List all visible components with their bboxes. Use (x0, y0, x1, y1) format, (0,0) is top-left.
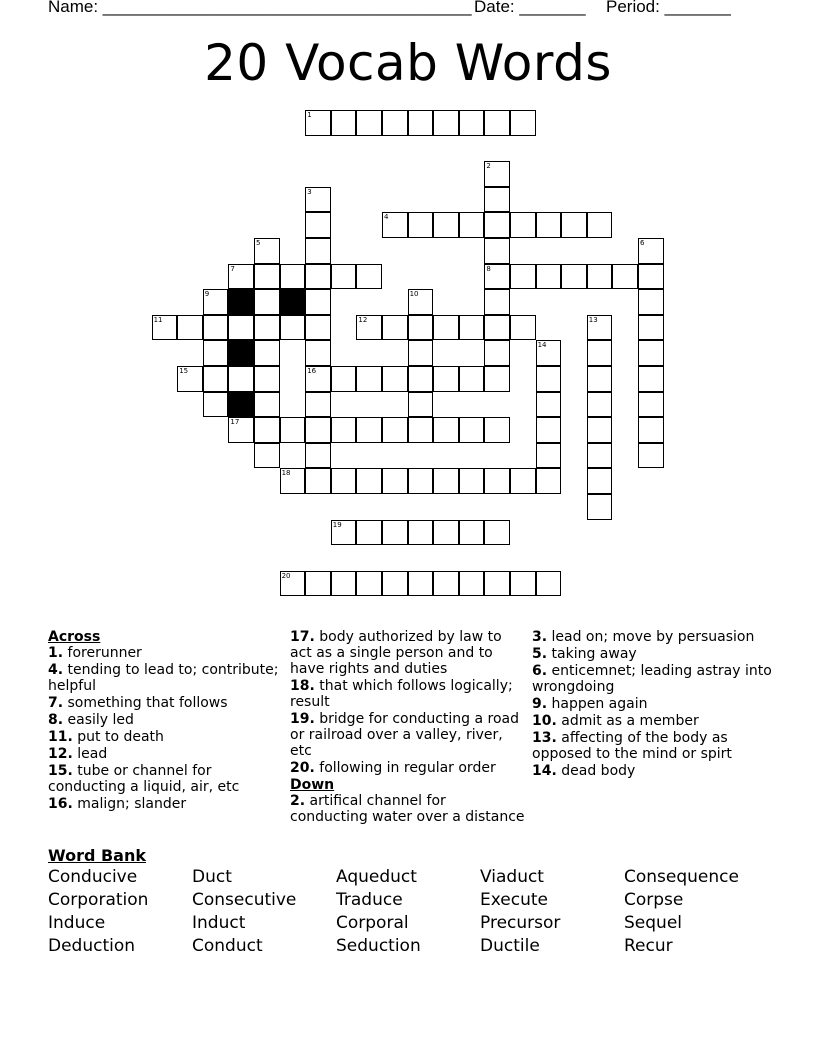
clue-number: 8 (486, 264, 491, 273)
grid-cell[interactable] (484, 264, 510, 290)
grid-cell[interactable] (484, 571, 510, 597)
grid-cell[interactable] (305, 238, 331, 264)
clue-number: 14 (537, 341, 547, 350)
word-bank-heading: Word Bank (48, 846, 147, 865)
grid-cell[interactable] (638, 340, 664, 366)
clue-number: 18 (281, 469, 291, 478)
clue-number: 17 (230, 418, 240, 427)
word-bank-item: Conducive (48, 867, 138, 887)
grid-cell[interactable] (408, 520, 434, 546)
clue-down-3: 3. lead on; move by persuasion (532, 629, 755, 645)
grid-cell[interactable] (305, 212, 331, 238)
grid-cell[interactable] (638, 264, 664, 290)
grid-cell[interactable] (587, 494, 613, 520)
grid-cell[interactable] (484, 110, 510, 136)
grid-cell[interactable] (305, 392, 331, 418)
grid-cell[interactable] (203, 392, 229, 418)
grid-cell[interactable] (510, 212, 536, 238)
grid-cell[interactable] (280, 468, 306, 494)
grid-cell[interactable] (254, 238, 280, 264)
clue-down-10: 10. admit as a member (532, 713, 699, 729)
word-bank-item: Execute (480, 890, 548, 910)
grid-cell[interactable] (408, 212, 434, 238)
grid-block (228, 392, 254, 418)
grid-block (280, 289, 306, 315)
word-bank-item: Viaduct (480, 867, 544, 887)
grid-cell[interactable] (433, 315, 459, 341)
grid-cell[interactable] (433, 110, 459, 136)
word-bank-item: Traduce (336, 890, 403, 910)
clue-column-1 (48, 629, 280, 813)
grid-cell[interactable] (484, 187, 510, 213)
grid-cell[interactable] (638, 315, 664, 341)
grid-cell[interactable] (484, 315, 510, 341)
grid-cell[interactable] (484, 161, 510, 187)
grid-cell[interactable] (561, 212, 587, 238)
grid-cell[interactable] (484, 289, 510, 315)
clue-down-9: 9. happen again (532, 696, 648, 712)
grid-cell[interactable] (459, 315, 485, 341)
grid-cell[interactable] (459, 468, 485, 494)
grid-cell[interactable] (356, 366, 382, 392)
grid-cell[interactable] (484, 340, 510, 366)
word-bank-item: Seduction (336, 936, 421, 956)
grid-cell[interactable] (356, 264, 382, 290)
grid-cell[interactable] (587, 443, 613, 469)
word-bank-item: Precursor (480, 913, 561, 933)
clue-number: 7 (230, 264, 235, 273)
page-title: 20 Vocab Words (204, 34, 612, 92)
grid-cell[interactable] (587, 468, 613, 494)
grid-cell[interactable] (638, 392, 664, 418)
grid-cell[interactable] (331, 468, 357, 494)
clue-across-4: 4. tending to lead to; contribute; helpful (48, 662, 279, 694)
grid-cell[interactable] (587, 392, 613, 418)
word-bank-item: Deduction (48, 936, 136, 956)
clue-across-20: 20. following in regular order (290, 760, 496, 776)
clue-down-6: 6. enticemnet; leading astray into wrongdoing (532, 663, 772, 695)
grid-cell[interactable] (331, 417, 357, 443)
grid-cell[interactable] (433, 212, 459, 238)
down-heading: Down (290, 777, 335, 793)
grid-cell[interactable] (228, 315, 254, 341)
clue-number: 5 (256, 239, 261, 247)
grid-cell[interactable] (408, 392, 434, 418)
grid-cell[interactable] (382, 571, 408, 597)
clue-number: 11 (153, 315, 163, 324)
word-bank-item: Aqueduct (336, 867, 417, 887)
across-heading: Across (48, 629, 101, 645)
grid-cell[interactable] (280, 264, 306, 290)
grid-cell[interactable] (152, 315, 178, 341)
grid-cell[interactable] (510, 264, 536, 290)
grid-cell[interactable] (356, 468, 382, 494)
grid-cell[interactable] (305, 366, 331, 392)
word-bank-item: Sequel (624, 913, 682, 933)
grid-cell[interactable] (484, 366, 510, 392)
word-bank-item: Corporal (336, 913, 409, 933)
grid-cell[interactable] (177, 366, 203, 392)
clue-number: 2 (486, 162, 491, 171)
clue-number: 6 (640, 239, 645, 247)
grid-cell[interactable] (331, 110, 357, 136)
grid-cell[interactable] (638, 443, 664, 469)
grid-cell[interactable] (280, 417, 306, 443)
grid-cell[interactable] (459, 366, 485, 392)
grid-cell[interactable] (408, 417, 434, 443)
grid-cell[interactable] (331, 571, 357, 597)
grid-cell[interactable] (536, 443, 562, 469)
grid-cell[interactable] (305, 315, 331, 341)
clue-column-3 (532, 629, 772, 780)
grid-cell[interactable] (356, 520, 382, 546)
grid-cell[interactable] (254, 417, 280, 443)
grid-cell[interactable] (331, 520, 357, 546)
clue-number: 3 (307, 187, 312, 196)
grid-cell[interactable] (254, 392, 280, 418)
grid-cell[interactable] (382, 110, 408, 136)
grid-cell[interactable] (203, 366, 229, 392)
grid-cell[interactable] (510, 571, 536, 597)
grid-cell[interactable] (459, 212, 485, 238)
grid-cell[interactable] (484, 520, 510, 546)
clue-column-2 (290, 629, 526, 826)
grid-cell[interactable] (177, 315, 203, 341)
grid-cell[interactable] (408, 571, 434, 597)
clue-across-8: 8. easily led (48, 712, 134, 728)
clue-number: 1 (307, 111, 312, 119)
grid-cell[interactable] (459, 520, 485, 546)
grid-cell[interactable] (382, 520, 408, 546)
grid-cell[interactable] (484, 238, 510, 264)
clue-number: 9 (204, 290, 210, 299)
clue-number: 13 (588, 315, 598, 324)
grid-cell[interactable] (510, 315, 536, 341)
grid-cell[interactable] (536, 366, 562, 392)
word-bank-item: Duct (192, 867, 232, 887)
grid-cell[interactable] (305, 110, 331, 136)
word-bank-item: Conduct (192, 936, 263, 956)
clue-number: 15 (179, 367, 189, 375)
grid-cell[interactable] (459, 110, 485, 136)
clue-across-18: 18. that which follows logically; result (290, 678, 513, 710)
grid-cell[interactable] (228, 366, 254, 392)
clue-down-5: 5. taking away (532, 646, 637, 662)
grid-cell[interactable] (433, 520, 459, 546)
clue-across-11: 11. put to death (48, 729, 164, 745)
grid-cell[interactable] (433, 571, 459, 597)
grid-cell[interactable] (587, 315, 613, 341)
grid-cell[interactable] (408, 468, 434, 494)
grid-cell[interactable] (433, 366, 459, 392)
grid-cell[interactable] (587, 264, 613, 290)
grid-cell[interactable] (536, 392, 562, 418)
grid-cell[interactable] (203, 340, 229, 366)
grid-cell[interactable] (254, 264, 280, 290)
grid-cell[interactable] (587, 340, 613, 366)
clue-number: 4 (384, 213, 389, 222)
clue-across-12: 12. lead (48, 746, 108, 762)
grid-cell[interactable] (484, 212, 510, 238)
grid-cell[interactable] (536, 468, 562, 494)
grid-cell[interactable] (484, 468, 510, 494)
grid-cell[interactable] (408, 340, 434, 366)
clue-across-7: 7. something that follows (48, 695, 228, 711)
word-bank (48, 867, 788, 956)
grid-cell[interactable] (280, 571, 306, 597)
grid-cell[interactable] (382, 366, 408, 392)
grid-cell[interactable] (331, 366, 357, 392)
clue-across-15: 15. tube or channel for conducting a liquid, air, etc (48, 763, 240, 795)
clue-down-2: 2. artifical channel for conducting water over a distance (290, 793, 525, 825)
word-bank-item: Ductile (480, 936, 540, 956)
grid-cell[interactable] (408, 315, 434, 341)
grid-block (228, 340, 254, 366)
grid-cell[interactable] (356, 110, 382, 136)
grid-cell[interactable] (638, 238, 664, 264)
grid-cell[interactable] (356, 571, 382, 597)
period-label: Period: _______ (606, 0, 731, 16)
grid-cell[interactable] (536, 571, 562, 597)
clue-number: 19 (332, 520, 342, 529)
clue-down-14: 14. dead body (532, 763, 636, 779)
grid-cell[interactable] (536, 340, 562, 366)
word-bank-item: Recur (624, 936, 673, 956)
grid-cell[interactable] (536, 417, 562, 443)
grid-cell[interactable] (228, 417, 254, 443)
word-bank-item: Corporation (48, 890, 149, 910)
grid-cell[interactable] (254, 340, 280, 366)
grid-cell[interactable] (459, 571, 485, 597)
grid-block (228, 289, 254, 315)
grid-cell[interactable] (203, 315, 229, 341)
grid-cell[interactable] (305, 571, 331, 597)
clue-across-16: 16. malign; slander (48, 796, 187, 812)
grid-cell[interactable] (254, 443, 280, 469)
grid-cell[interactable] (459, 417, 485, 443)
grid-cell[interactable] (536, 212, 562, 238)
grid-cell[interactable] (638, 417, 664, 443)
clue-down-13: 13. affecting of the body as opposed to the mind or spirt (532, 730, 732, 762)
word-bank-item: Induct (192, 913, 246, 933)
grid-cell[interactable] (305, 187, 331, 213)
grid-cell[interactable] (382, 212, 408, 238)
clue-number: 10 (409, 290, 419, 299)
name-label: Name: _______________________________________ (48, 0, 472, 16)
grid-cell[interactable] (305, 417, 331, 443)
grid-cell[interactable] (612, 264, 638, 290)
clue-number: 20 (281, 571, 291, 580)
grid-cell[interactable] (433, 468, 459, 494)
grid-cell[interactable] (305, 468, 331, 494)
grid-cell[interactable] (203, 289, 229, 315)
clue-number: 12 (358, 315, 368, 324)
grid-cell[interactable] (305, 289, 331, 315)
date-label: Date: _______ (474, 0, 586, 16)
grid-cell[interactable] (484, 417, 510, 443)
clue-number: 16 (307, 367, 317, 375)
grid-cell[interactable] (536, 264, 562, 290)
grid-cell[interactable] (433, 417, 459, 443)
grid-cell[interactable] (305, 264, 331, 290)
grid-cell[interactable] (382, 417, 408, 443)
grid-cell[interactable] (638, 366, 664, 392)
grid-cell[interactable] (587, 417, 613, 443)
grid-cell[interactable] (331, 264, 357, 290)
grid-cell[interactable] (254, 289, 280, 315)
grid-cell[interactable] (305, 443, 331, 469)
grid-cell[interactable] (587, 366, 613, 392)
grid-cell[interactable] (510, 468, 536, 494)
grid-cell[interactable] (382, 315, 408, 341)
clue-across-1: 1. forerunner (48, 645, 142, 661)
grid-cell[interactable] (254, 366, 280, 392)
grid-cell[interactable] (356, 417, 382, 443)
grid-cell[interactable] (228, 264, 254, 290)
word-bank-item: Consequence (624, 867, 739, 887)
word-bank-item: Corpse (624, 890, 684, 910)
grid-cell[interactable] (382, 468, 408, 494)
grid-cell[interactable] (305, 340, 331, 366)
grid-cell[interactable] (254, 315, 280, 341)
grid-cell[interactable] (408, 110, 434, 136)
word-bank-item: Consecutive (192, 890, 297, 910)
grid-cell[interactable] (638, 289, 664, 315)
grid-cell[interactable] (356, 315, 382, 341)
grid-cell[interactable] (408, 366, 434, 392)
grid-cell[interactable] (561, 264, 587, 290)
grid-cell[interactable] (587, 212, 613, 238)
grid-cell[interactable] (510, 110, 536, 136)
clue-across-17: 17. body authorized by law to act as a single person and to have rights and duties (290, 629, 502, 677)
clue-across-19: 19. bridge for conducting a road or railroad over a valley, river, etc (290, 711, 520, 759)
word-bank-item: Induce (48, 913, 106, 933)
grid-cell[interactable] (408, 289, 434, 315)
grid-cell[interactable] (280, 315, 306, 341)
